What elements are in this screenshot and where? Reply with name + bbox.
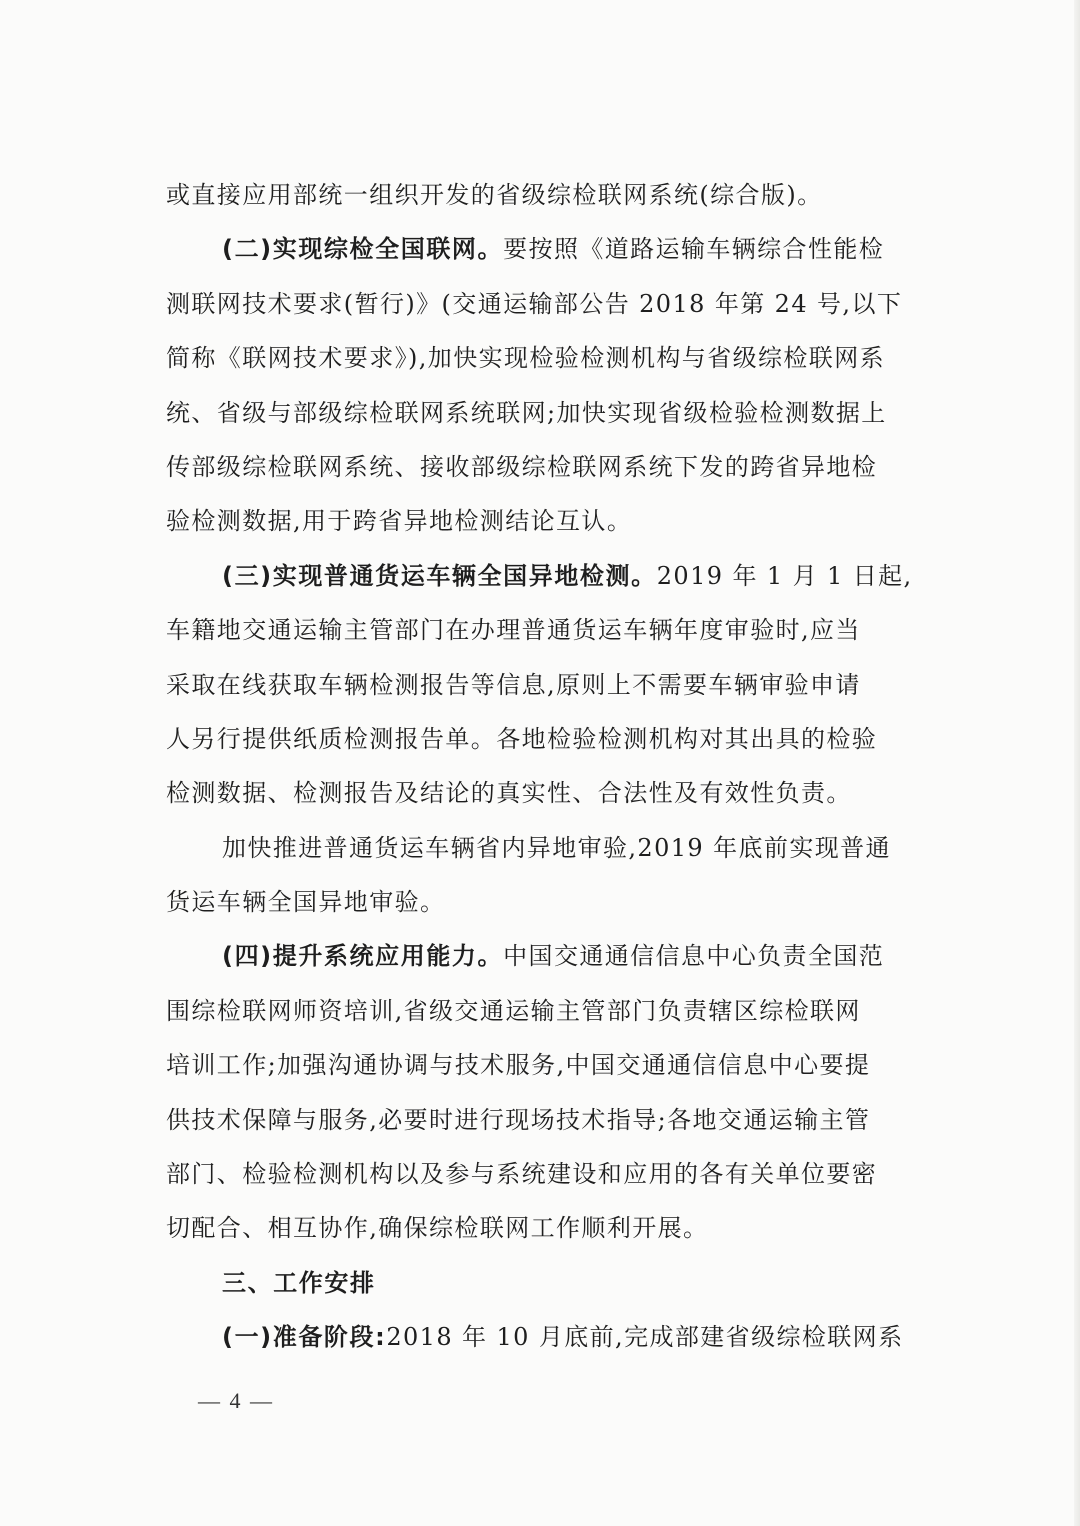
- text-line: [166, 875, 958, 929]
- text-line: [166, 766, 958, 820]
- text-line: [166, 440, 958, 494]
- text-line: [166, 222, 958, 276]
- text-line: [166, 1201, 958, 1255]
- text-line: [166, 929, 958, 983]
- text-segment: 验检测数据,用于跨省异地检测结论互认。: [166, 507, 633, 536]
- bold-heading-segment: (三)实现普通货运车辆全国异地检测。: [222, 561, 657, 590]
- text-line: [166, 168, 958, 222]
- text-segment: 检测数据、检测报告及结论的真实性、合法性及有效性负责。: [166, 779, 852, 808]
- text-segment: 供技术保障与服务,必要时进行现场技术指导;各地交通运输主管: [166, 1105, 871, 1134]
- text-segment: 要按照《道路运输车辆综合性能检: [503, 235, 885, 264]
- text-line: [166, 386, 958, 440]
- text-segment: 培训工作;加强沟通协调与技术服务,中国交通通信信息中心要提: [166, 1051, 871, 1080]
- text-segment: 部门、检验检测机构以及参与系统建设和应用的各有关单位要密: [166, 1160, 878, 1189]
- text-line: [166, 494, 958, 548]
- text-line: [166, 1038, 958, 1092]
- text-segment: 加快推进普通货运车辆省内异地审验,2019 年底前实现普通: [222, 833, 891, 862]
- text-line: [166, 1147, 958, 1201]
- text-segment: 切配合、相互协作,确保综检联网工作顺利开展。: [166, 1214, 709, 1243]
- text-line: [166, 331, 958, 385]
- bold-heading-segment: 三、工作安排: [222, 1268, 376, 1297]
- scan-edge: [1074, 0, 1080, 1526]
- page-number: — 4 —: [198, 1388, 274, 1413]
- text-line: [166, 1093, 958, 1147]
- text-segment: 车籍地交通运输主管部门在办理普通货运车辆年度审验时,应当: [166, 616, 861, 645]
- text-line: [166, 984, 958, 1038]
- text-segment: 围综检联网师资培训,省级交通运输主管部门负责辖区综检联网: [166, 996, 861, 1025]
- text-segment: 采取在线获取车辆检测报告等信息,原则上不需要车辆审验申请: [166, 670, 861, 699]
- text-line: [166, 658, 958, 712]
- text-segment: 传部级综检联网系统、接收部级综检联网系统下发的跨省异地检: [166, 452, 878, 481]
- text-line: [166, 603, 958, 657]
- text-line: [166, 1256, 958, 1310]
- text-segment: 2019 年 1 月 1 日起,: [656, 561, 913, 590]
- document-body: [166, 168, 958, 1365]
- text-segment: 简称《联网技术要求》),加快实现检验检测机构与省级综检联网系: [166, 344, 885, 373]
- text-segment: 中国交通通信信息中心负责全国范: [503, 942, 885, 971]
- text-segment: 或直接应用部统一组织开发的省级综检联网系统(综合版)。: [166, 181, 823, 209]
- bold-heading-segment: (一)准备阶段:: [222, 1323, 387, 1352]
- text-line: [166, 1310, 958, 1364]
- text-line: [166, 821, 958, 875]
- text-line: [166, 277, 958, 331]
- text-segment: 货运车辆全国异地审验。: [166, 888, 446, 917]
- bold-heading-segment: (四)提升系统应用能力。: [222, 942, 504, 971]
- text-segment: 统、省级与部级综检联网系统联网;加快实现省级检验检测数据上: [166, 398, 887, 427]
- text-segment: 测联网技术要求(暂行)》(交通运输部公告 2018 年第 24 号,以下: [166, 289, 903, 318]
- bold-heading-segment: (二)实现综检全国联网。: [222, 235, 504, 264]
- text-segment: 2018 年 10 月底前,完成部建省级综检联网系: [386, 1323, 904, 1352]
- text-line: [166, 549, 958, 603]
- text-segment: 人另行提供纸质检测报告单。各地检验检测机构对其出具的检验: [166, 724, 878, 753]
- text-line: [166, 712, 958, 766]
